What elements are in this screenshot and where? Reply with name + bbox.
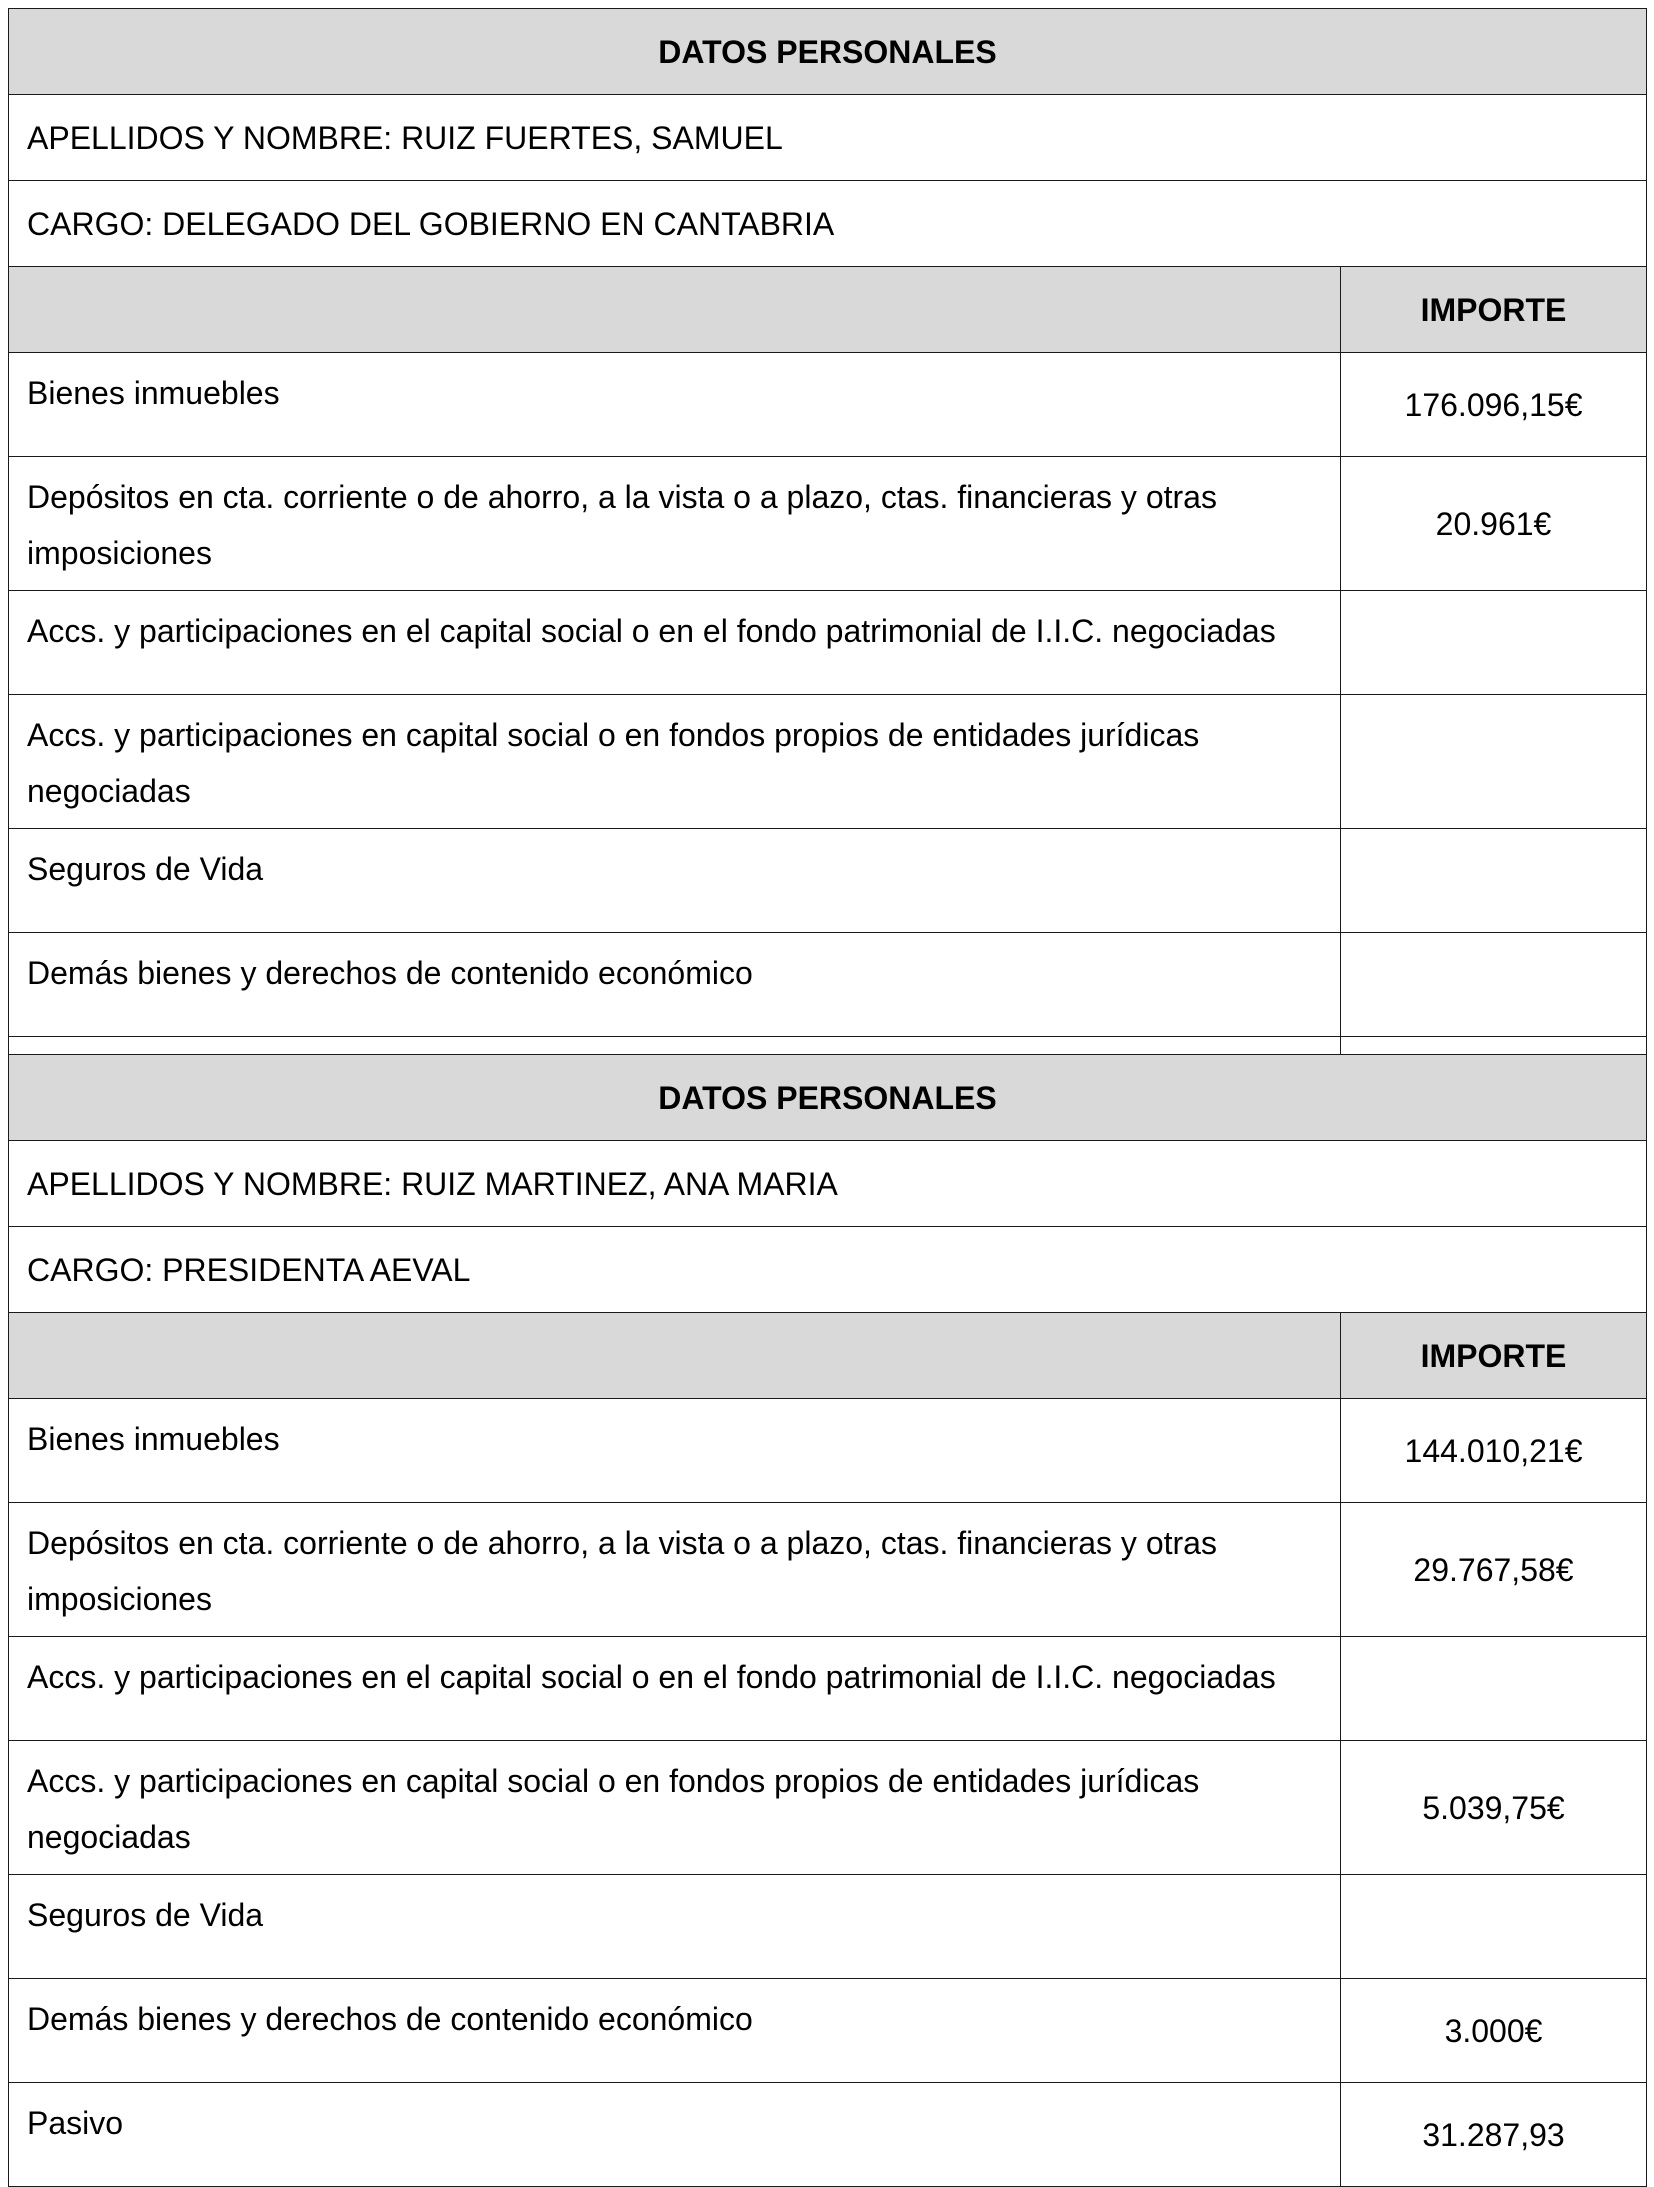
row-amount: 144.010,21€	[1341, 1399, 1647, 1503]
table-row	[9, 829, 1647, 933]
table-row	[9, 591, 1647, 695]
cargo-line: CARGO: DELEGADO DEL GOBIERNO EN CANTABRIA	[9, 181, 1647, 267]
row-label: Accs. y participaciones en el capital social o en el fondo patrimonial de I.I.C. negociadas	[9, 591, 1341, 695]
row-amount	[1341, 1637, 1647, 1741]
row-amount: 31.287,93	[1341, 2083, 1647, 2187]
row-amount	[1341, 1875, 1647, 1979]
table-row	[9, 1503, 1647, 1637]
amount-column-header: IMPORTE	[1341, 267, 1647, 353]
table-row	[9, 1399, 1647, 1503]
amount-column-header: IMPORTE	[1341, 1313, 1647, 1399]
row-label: Accs. y participaciones en el capital social o en el fondo patrimonial de I.I.C. negociadas	[9, 1637, 1341, 1741]
declaration-table-1	[8, 8, 1647, 1141]
row-label: Bienes inmuebles	[9, 1399, 1341, 1503]
row-label: Depósitos en cta. corriente o de ahorro, a la vista o a plazo, ctas. financieras y otras imposiciones	[9, 1503, 1341, 1637]
table-row	[9, 2083, 1647, 2187]
row-amount: 5.039,75€	[1341, 1741, 1647, 1875]
table-row	[9, 1637, 1647, 1741]
row-label: Bienes inmuebles	[9, 353, 1341, 457]
table-row	[9, 457, 1647, 591]
declaration-table-2	[8, 1054, 1647, 2187]
row-label: Seguros de Vida	[9, 829, 1341, 933]
section-header: DATOS PERSONALES	[9, 1055, 1647, 1141]
row-label: Accs. y participaciones en capital social o en fondos propios de entidades jurídicas negociadas	[9, 1741, 1341, 1875]
row-amount: 3.000€	[1341, 1979, 1647, 2083]
row-amount	[1341, 591, 1647, 695]
row-amount	[1341, 933, 1647, 1037]
name-line: APELLIDOS Y NOMBRE: RUIZ FUERTES, SAMUEL	[9, 95, 1647, 181]
row-label: Depósitos en cta. corriente o de ahorro, a la vista o a plazo, ctas. financieras y otras imposiciones	[9, 457, 1341, 591]
row-amount: 29.767,58€	[1341, 1503, 1647, 1637]
table-row	[9, 933, 1647, 1037]
table-row	[9, 695, 1647, 829]
row-label: Accs. y participaciones en capital social o en fondos propios de entidades jurídicas negociadas	[9, 695, 1341, 829]
row-amount: 20.961€	[1341, 457, 1647, 591]
table-row	[9, 1875, 1647, 1979]
row-amount	[1341, 829, 1647, 933]
table-row	[9, 1741, 1647, 1875]
row-label: Demás bienes y derechos de contenido económico	[9, 933, 1341, 1037]
section-header: DATOS PERSONALES	[9, 9, 1647, 95]
label-column-header	[9, 1313, 1341, 1399]
table-row	[9, 1979, 1647, 2083]
row-amount: 176.096,15€	[1341, 353, 1647, 457]
row-amount	[1341, 695, 1647, 829]
row-label: Pasivo	[9, 2083, 1341, 2187]
row-label: Seguros de Vida	[9, 1875, 1341, 1979]
cargo-line: CARGO: PRESIDENTA AEVAL	[9, 1227, 1647, 1313]
table-row	[9, 353, 1647, 457]
row-label: Demás bienes y derechos de contenido económico	[9, 1979, 1341, 2083]
name-line: APELLIDOS Y NOMBRE: RUIZ MARTINEZ, ANA MARIA	[9, 1141, 1647, 1227]
label-column-header	[9, 267, 1341, 353]
